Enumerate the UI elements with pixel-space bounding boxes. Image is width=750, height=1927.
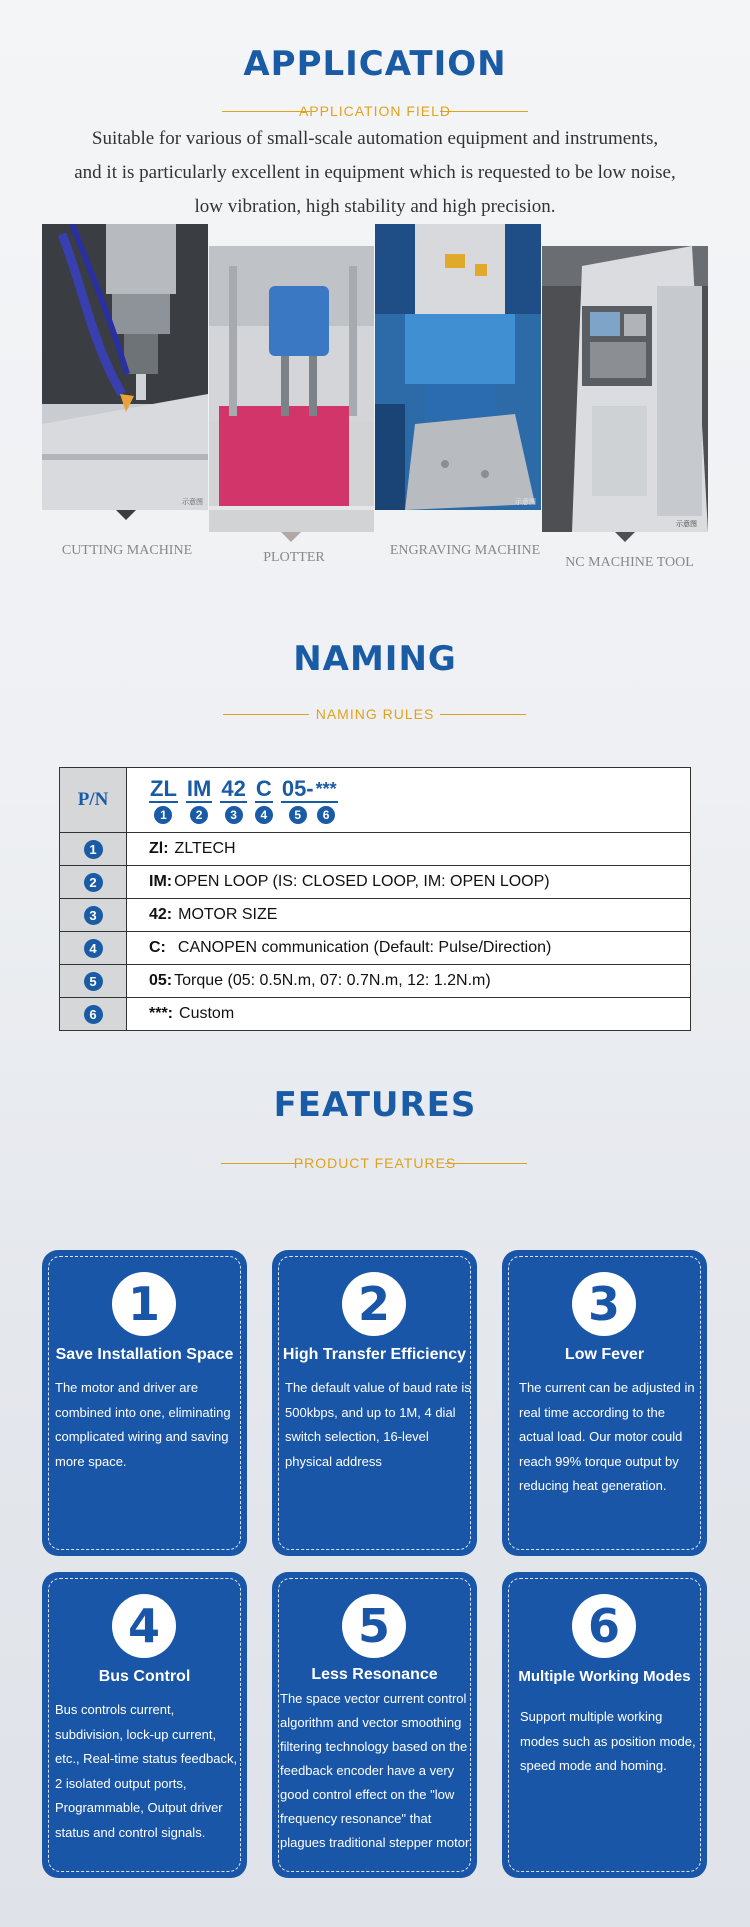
naming-title: NAMING [293,639,457,679]
feature-number-icon: 6 [572,1594,636,1658]
image-pointer [615,532,635,542]
plotter-image [209,246,374,532]
row-desc: Custom [179,1005,235,1022]
row-number-badge: 4 [84,939,103,958]
feature-text: The space vector current control algorithm and vector smoothing filtering technology based on the feedback encoder have a very good control effect on the "low frequency resonance" that plagues traditional stepper motor [280,1691,470,1850]
naming-header-row [60,768,690,832]
code-part: IM [186,775,212,801]
feature-title: Save Installation Space [55,1346,234,1363]
feature-card [502,1572,707,1878]
row-number-badge: 3 [84,906,103,925]
naming-row [60,898,690,931]
feature-card [502,1250,707,1556]
feature-number-icon: 3 [572,1272,636,1336]
code-number: 5 [289,806,307,824]
application-label: ENGRAVING MACHINE [389,543,541,558]
application-label: CUTTING MACHINE [61,543,193,558]
naming-row [60,865,690,898]
row-desc: OPEN LOOP (IS: CLOSED LOOP, IM: OPEN LOOP) [174,873,550,890]
feature-text: The current can be adjusted in real time according to the actual load. Our motor could reach 99% torque output by reducing heat generation. [519,1380,695,1493]
code-number: 4 [255,806,273,824]
watermark: 示意图 [182,498,203,506]
feature-title: Low Fever [564,1346,645,1363]
intro-line: low vibration, high stability and high precision. [194,196,556,217]
row-desc: Torque (05: 0.5N.m, 07: 0.7N.m, 12: 1.2N.m) [174,972,491,989]
feature-card [42,1572,247,1878]
application-intro [40,122,710,224]
cutting-machine-image [42,224,208,510]
code-part: C [255,775,272,801]
engraving-machine-image [375,224,541,510]
application-label: PLOTTER [263,550,325,565]
row-desc: CANOPEN communication (Default: Pulse/Direction) [177,939,552,956]
code-number: 2 [190,806,208,824]
feature-title: Bus Control [98,1668,191,1685]
feature-number-icon: 2 [342,1272,406,1336]
row-key: C: [149,939,166,956]
code-part: 42 [221,775,246,801]
code-part: *** [315,777,338,803]
row-key: 42: [149,906,173,923]
code-number: 6 [317,806,335,824]
features-subtitle: PRODUCT FEATURES [293,1155,457,1171]
naming-row [60,964,690,997]
feature-title: High Transfer Efficiency [282,1346,467,1363]
feature-text: Bus controls current, subdivision, lock-up current, etc., Real-time status feedback, 2 isolated output ports, Programmable, Output driver status and control signals. [55,1702,238,1840]
application-title: APPLICATION [243,44,507,84]
feature-text: Support multiple working modes such as position mode, speed mode and homing. [520,1709,696,1773]
row-number-badge: 2 [84,873,103,892]
code-part: ZL [150,775,177,801]
naming-table [59,767,691,1031]
row-number-badge: 1 [84,840,103,859]
pn-label: P/N [77,789,109,810]
feature-title: Multiple Working Modes [518,1668,691,1685]
row-desc: MOTOR SIZE [178,906,278,923]
feature-text: The default value of baud rate is 500kbps, and up to 1M, 4 dial switch selection, 16-level physical address [285,1380,471,1469]
row-number-badge: 5 [84,972,103,991]
application-label: NC MACHINE TOOL [565,555,694,570]
image-pointer [281,532,301,542]
feature-card [272,1250,477,1556]
code-part: 05- [281,775,314,801]
naming-row [60,997,690,1030]
naming-row [60,931,690,964]
watermark: 示意图 [515,498,536,506]
feature-number-icon: 1 [112,1272,176,1336]
naming-subtitle: NAMING RULES [315,706,435,722]
row-key: IM: [149,873,173,890]
code-number: 3 [225,806,243,824]
intro-line: and it is particularly excellent in equipment which is requested to be low noise, [74,162,676,183]
features-title: FEATURES [273,1085,477,1125]
nc-machine-tool-image [542,246,708,532]
feature-card [272,1572,477,1878]
watermark: 示意图 [676,520,697,528]
row-key: 05: [149,972,173,989]
part-number-code [127,768,690,832]
feature-number-icon: 4 [112,1594,176,1658]
feature-text: The motor and driver are combined into one, eliminating complicated wiring and saving more space. [55,1380,231,1469]
feature-card [42,1250,247,1556]
intro-line: Suitable for various of small-scale automation equipment and instruments, [91,128,659,149]
row-key: Zl: [149,840,169,857]
row-number-badge: 6 [84,1005,103,1024]
application-subtitle: APPLICATION FIELD [298,103,452,119]
code-number: 1 [154,806,172,824]
row-desc: ZLTECH [174,840,236,857]
feature-number-icon: 5 [342,1594,406,1658]
naming-row [60,832,690,865]
image-pointer [116,510,136,520]
feature-title: Less Resonance [311,1666,438,1683]
row-key: ***: [149,1005,174,1022]
